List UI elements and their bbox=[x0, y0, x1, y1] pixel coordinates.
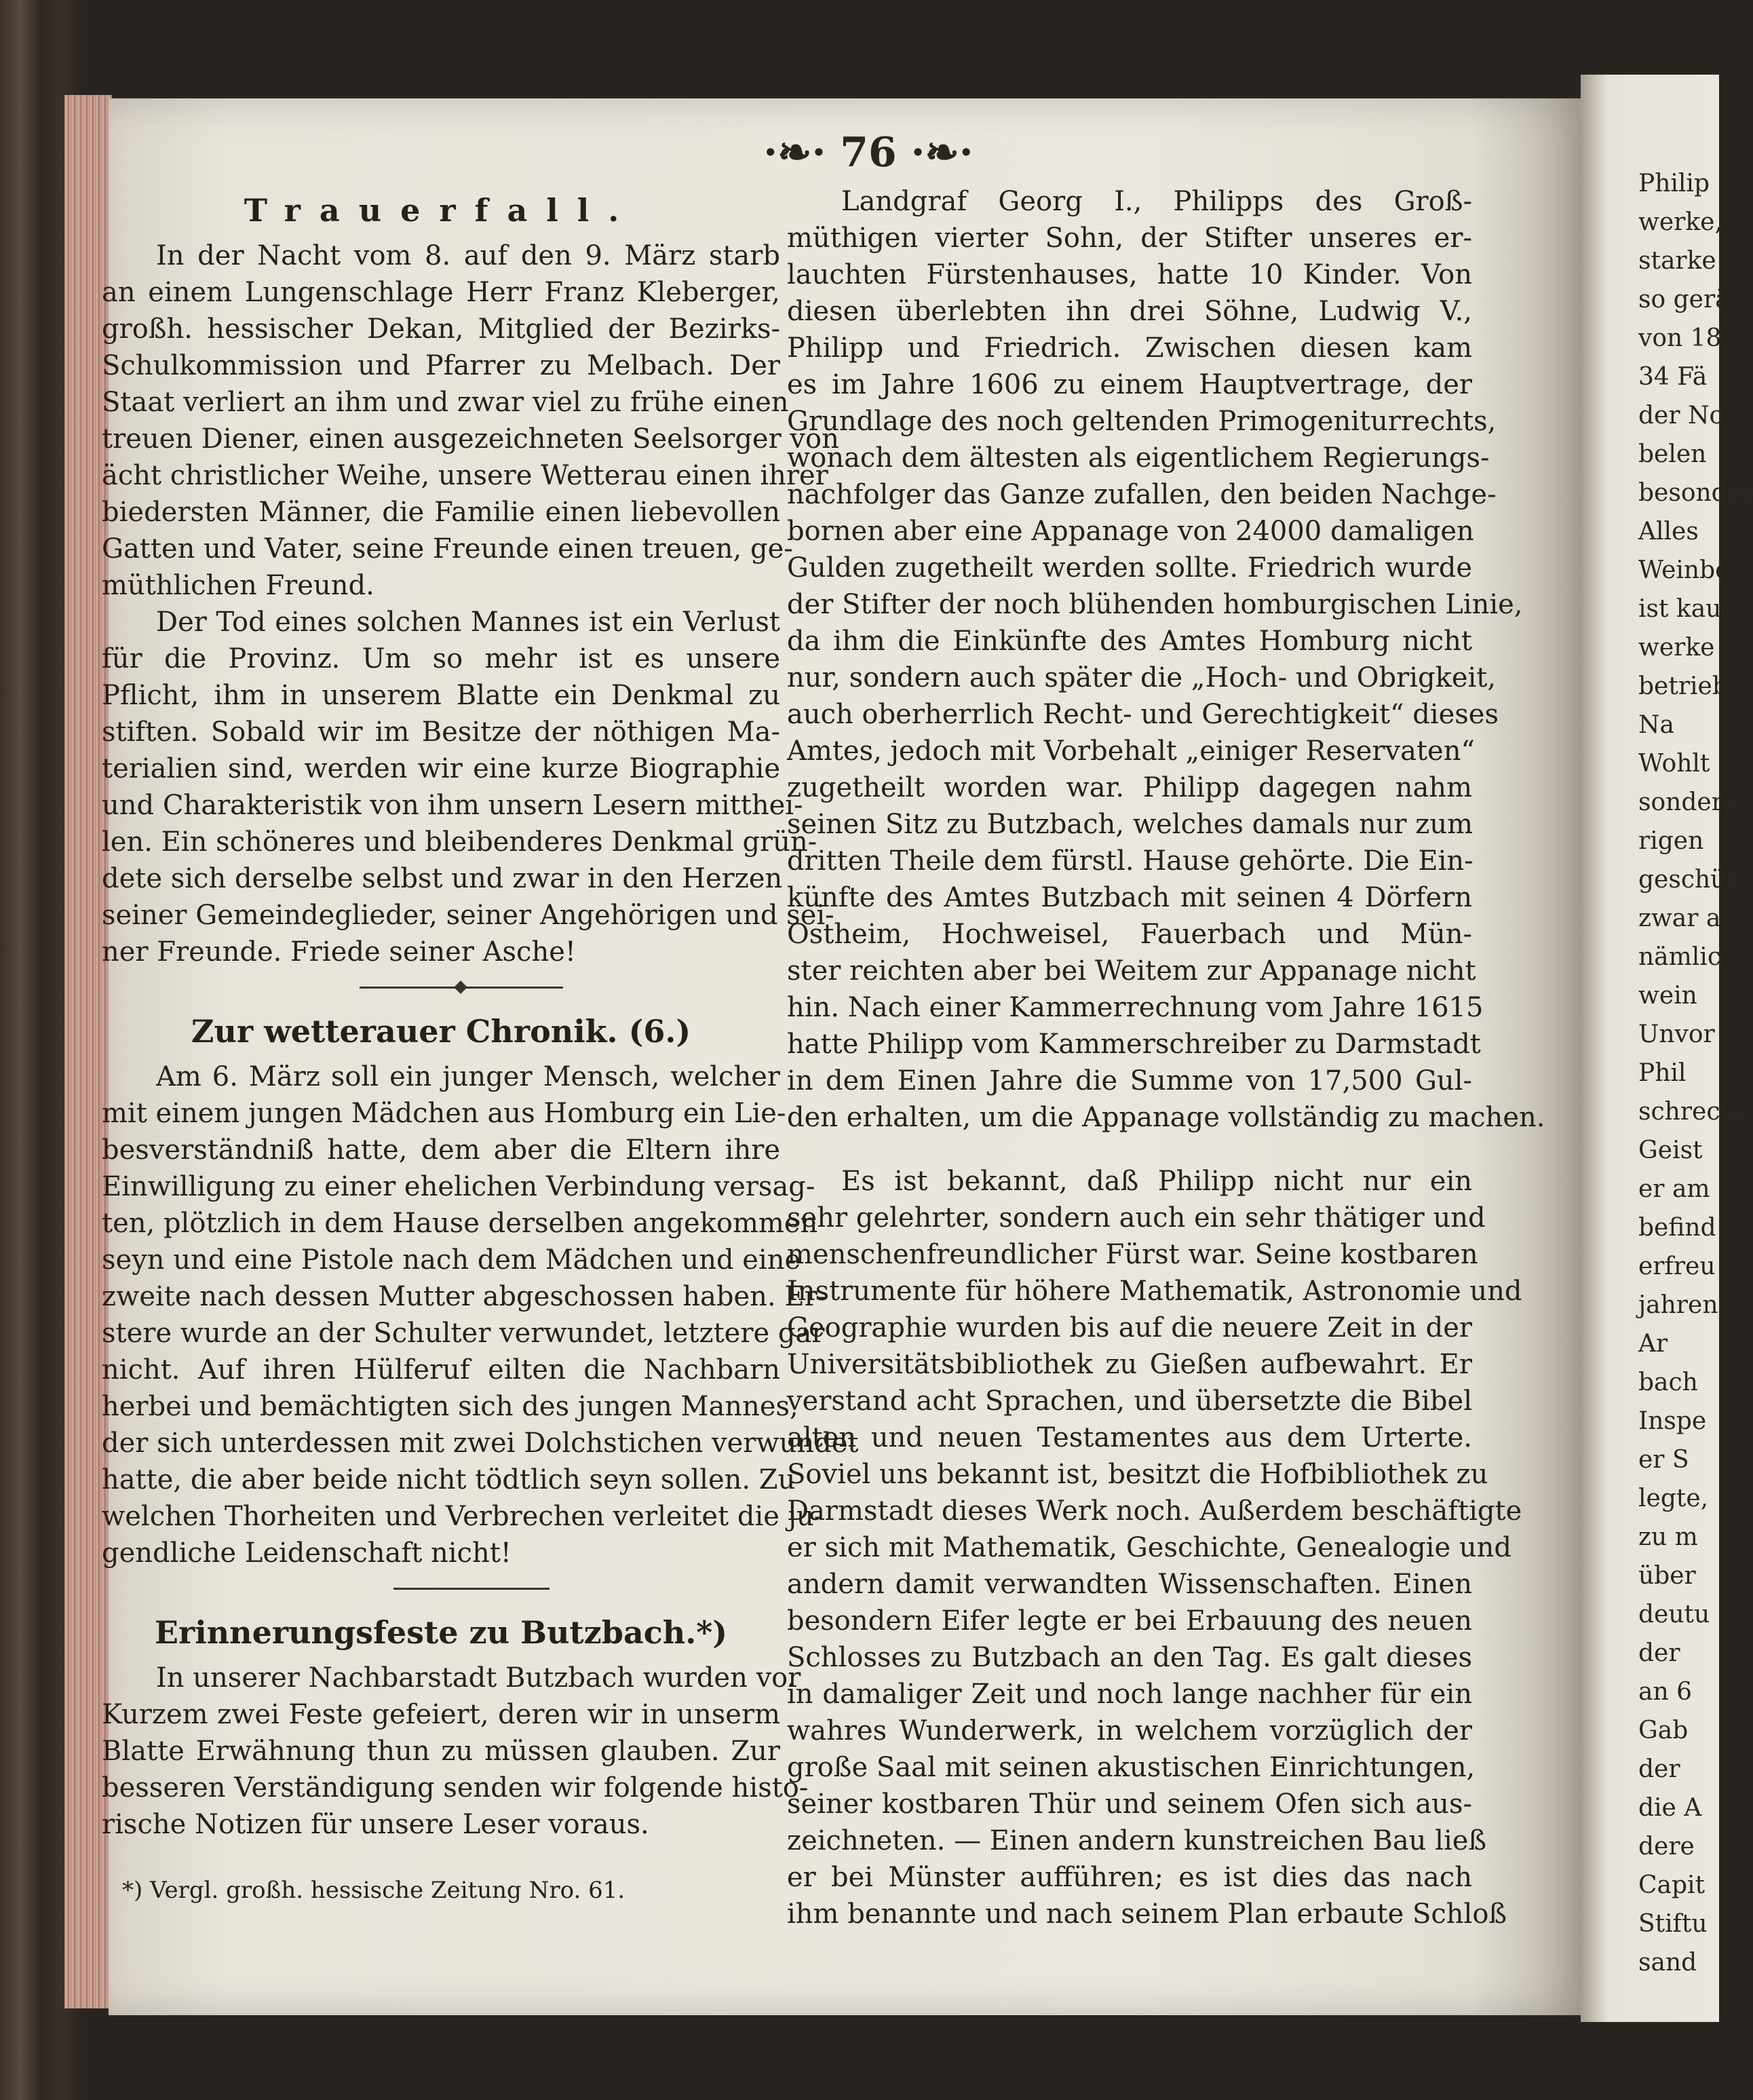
next-page-fragment: starke bbox=[1638, 247, 1716, 275]
text-line: besverständniß hatte, dem aber die Eltern ihre bbox=[102, 1134, 780, 1166]
next-page-fragment: Alles bbox=[1638, 518, 1699, 546]
next-page-fragment: wein bbox=[1638, 982, 1697, 1010]
next-page-fragment: nämlic bbox=[1638, 943, 1721, 971]
next-page-fragment: deutu bbox=[1638, 1601, 1710, 1628]
next-page-fragment: zu m bbox=[1638, 1523, 1698, 1551]
heading-erinnerungsfeste: Erinnerungsfeste zu Butzbach.*) bbox=[154, 1614, 728, 1651]
text-line: zugetheilt worden war. Philipp dagegen nahm bbox=[787, 772, 1472, 803]
text-line: den erhalten, um die Appanage vollständig zu machen. bbox=[787, 1102, 1545, 1133]
text-line: dritten Theile dem fürstl. Hause gehörte. Die Ein- bbox=[787, 845, 1473, 877]
text-line: wahres Wunderwerk, in welchem vorzüglich der bbox=[787, 1715, 1472, 1746]
next-page-fragment: betrieb bbox=[1638, 672, 1728, 700]
text-line: und Charakteristik von ihm unsern Lesern mitthei- bbox=[102, 790, 803, 821]
heading-trauerfall: Trauerfall. bbox=[244, 192, 638, 229]
next-page-fragment: schreckl bbox=[1638, 1098, 1743, 1126]
text-line: biedersten Männer, die Familie einen liebevollen bbox=[102, 497, 780, 528]
next-page-fragment: werke bbox=[1638, 634, 1715, 662]
text-line: Kurzem zwei Feste gefeiert, deren wir in unserm bbox=[102, 1699, 780, 1730]
text-line: Grundlage des noch geltenden Primogeniturrechts, bbox=[787, 406, 1497, 437]
page-number-value: 76 bbox=[840, 129, 897, 176]
next-page-fragment: Capit bbox=[1638, 1871, 1706, 1899]
text-line: es im Jahre 1606 zu einem Hauptvertrage, der bbox=[787, 369, 1472, 400]
text-line: diesen überlebten ihn drei Söhne, Ludwig V., bbox=[787, 296, 1472, 327]
next-page-fragment: der No bbox=[1638, 402, 1725, 429]
text-line: zeichneten. — Einen andern kunstreichen Bau ließ bbox=[787, 1825, 1487, 1856]
next-page-fragment: er am bbox=[1638, 1175, 1710, 1203]
text-line: rische Notizen für unsere Leser voraus. bbox=[102, 1809, 649, 1840]
next-page-fragment: Wohlt bbox=[1638, 750, 1710, 778]
erinnerung-text bbox=[102, 1660, 809, 1843]
next-page-fragment: 34 Fä bbox=[1638, 363, 1708, 391]
text-line: in damaliger Zeit und noch lange nachher für ein bbox=[787, 1679, 1472, 1710]
next-page-fragment: Ar bbox=[1638, 1330, 1668, 1358]
ornament-right: ·❧· bbox=[910, 129, 974, 176]
text-line: Pflicht, ihm in unserem Blatte ein Denkmal zu bbox=[102, 680, 780, 711]
next-page-fragment: Stiftu bbox=[1638, 1910, 1708, 1938]
ornament-left: ·❧· bbox=[763, 129, 826, 176]
next-page-fragment: die A bbox=[1638, 1794, 1702, 1822]
text-line: seiner Gemeindeglieder, seiner Angehörigen und sei- bbox=[102, 900, 834, 931]
text-line: müthlichen Freund. bbox=[102, 570, 374, 601]
next-page-fragment: so gerä bbox=[1638, 286, 1730, 313]
text-line: Staat verliert an ihm und zwar viel zu frühe einen bbox=[102, 387, 789, 418]
text-line: müthigen vierter Sohn, der Stifter unseres er- bbox=[787, 223, 1472, 254]
text-line: Geographie wurden bis auf die neuere Zeit in der bbox=[787, 1312, 1472, 1343]
text-line: an einem Lungenschlage Herr Franz Kleberger, bbox=[102, 277, 780, 308]
text-line: ner Freunde. Friede seiner Asche! bbox=[102, 936, 576, 968]
text-line: da ihm die Einkünfte des Amtes Homburg nicht bbox=[787, 626, 1472, 657]
text-line: hin. Nach einer Kammerrechnung vom Jahre 1615 bbox=[787, 992, 1484, 1023]
next-page-fragment: dere bbox=[1638, 1833, 1695, 1860]
text-line: menschenfreundlicher Fürst war. Seine kostbaren bbox=[787, 1239, 1478, 1270]
next-page-fragment: sand bbox=[1638, 1949, 1697, 1977]
text-line: Einwilligung zu einer ehelichen Verbindung versag- bbox=[102, 1171, 815, 1202]
text-line: welchen Thorheiten und Verbrechen verleitet die ju- bbox=[102, 1501, 824, 1532]
text-line: Gulden zugetheilt werden sollte. Friedrich wurde bbox=[787, 552, 1472, 584]
text-line: große Saal mit seinen akustischen Einrichtungen, bbox=[787, 1752, 1476, 1783]
next-page-fragment: über bbox=[1638, 1562, 1696, 1590]
text-line: ächt christlicher Weihe, unsere Wetterau einen ihrer bbox=[102, 460, 828, 491]
heading-chronik: Zur wetterauer Chronik. (6.) bbox=[191, 1013, 691, 1050]
next-page-fragment: werke, bbox=[1638, 208, 1722, 236]
text-line: nur, sondern auch später die „Hoch- und Obrigkeit, bbox=[787, 662, 1497, 693]
text-line: wonach dem ältesten als eigentlichem Regierungs- bbox=[787, 442, 1490, 474]
text-line: Es ist bekannt, daß Philipp nicht nur ein bbox=[841, 1166, 1472, 1197]
text-line: Instrumente für höhere Mathematik, Astronomie und bbox=[787, 1276, 1522, 1307]
next-page-fragment: ist kau bbox=[1638, 595, 1722, 623]
section-divider bbox=[102, 970, 780, 1004]
text-line: Universitätsbibliothek zu Gießen aufbewahrt. Er bbox=[787, 1349, 1472, 1380]
next-page-fragment: belen bbox=[1638, 440, 1707, 468]
next-page-fragment: Weinbe bbox=[1638, 556, 1730, 584]
footnote: *) Vergl. großh. hessische Zeitung Nro. 61. bbox=[122, 1877, 625, 1904]
text-line: seinen Sitz zu Butzbach, welches damals nur zum bbox=[787, 809, 1473, 840]
next-page-fragment: jahren bbox=[1638, 1291, 1718, 1319]
text-line: treuen Diener, einen ausgezeichneten Seelsorger von bbox=[102, 423, 839, 455]
text-line: großh. hessischer Dekan, Mitglied der Bezirks- bbox=[102, 313, 780, 345]
text-line: dete sich derselbe selbst und zwar in den Herzen bbox=[102, 863, 783, 894]
text-line: verstand acht Sprachen, und übersetzte die Bibel bbox=[787, 1386, 1472, 1417]
text-line: ihm benannte und nach seinem Plan erbaute Schloß bbox=[787, 1898, 1507, 1930]
text-line: Gatten und Vater, seine Freunde einen treuen, ge- bbox=[102, 533, 793, 565]
text-line: seiner kostbaren Thür und seinem Ofen sich aus- bbox=[787, 1789, 1472, 1820]
text-line: lauchten Fürstenhauses, hatte 10 Kinder. Von bbox=[787, 259, 1472, 290]
left-column bbox=[102, 183, 859, 1911]
paragraph-philipp bbox=[787, 1163, 1522, 1932]
next-page-fragment: Inspe bbox=[1638, 1407, 1707, 1435]
text-line: Ostheim, Hochweisel, Fauerbach und Mün- bbox=[787, 919, 1472, 950]
text-line: len. Ein schöneres und bleibenderes Denkmal grün- bbox=[102, 826, 817, 858]
text-line: Der Tod eines solchen Mannes ist ein Verlust bbox=[156, 607, 780, 638]
text-line: in dem Einen Jahre die Summe von 17,500 Gul- bbox=[787, 1065, 1472, 1096]
text-line: In unserer Nachbarstadt Butzbach wurden vor bbox=[156, 1662, 801, 1694]
text-line: der sich unterdessen mit zwei Dolchstichen verwundet bbox=[102, 1428, 859, 1459]
text-line: auch oberherrlich Recht- und Gerechtigkeit“ dieses bbox=[787, 699, 1499, 730]
next-page-fragment: geschüt bbox=[1638, 866, 1736, 894]
page-number bbox=[746, 129, 990, 176]
next-page-fragment: Phil bbox=[1638, 1059, 1687, 1087]
text-line: ster reichten aber bei Weitem zur Appanage nicht bbox=[787, 955, 1476, 987]
next-page-fragment: bach bbox=[1638, 1369, 1698, 1396]
next-page-fragment: besonder bbox=[1638, 479, 1753, 507]
next-page-fragment: zwar a bbox=[1638, 904, 1721, 932]
next-page-fragment: Gab bbox=[1638, 1717, 1689, 1744]
text-line: er bei Münster aufführen; es ist dies das nach bbox=[787, 1862, 1472, 1893]
next-page-fragment: befind bbox=[1638, 1214, 1716, 1242]
text-line: besseren Verständigung senden wir folgende histo- bbox=[102, 1772, 809, 1803]
text-line: andern damit verwandten Wissenschaften. Einen bbox=[787, 1569, 1472, 1600]
text-line: seyn und eine Pistole nach dem Mädchen und eine bbox=[102, 1244, 801, 1276]
text-line: In der Nacht vom 8. auf den 9. März starb bbox=[156, 240, 780, 271]
text-line: Philipp und Friedrich. Zwischen diesen kam bbox=[787, 332, 1472, 364]
next-page-fragment: Geist bbox=[1638, 1137, 1703, 1164]
text-line: Amtes, jedoch mit Vorbehalt „einiger Reservaten“ bbox=[787, 736, 1475, 767]
text-line: für die Provinz. Um so mehr ist es unsere bbox=[102, 643, 780, 674]
next-page-fragment: erfreu bbox=[1638, 1253, 1716, 1280]
text-line: bornen aber eine Appanage von 24000 damaligen bbox=[787, 516, 1474, 547]
text-line: künfte des Amtes Butzbach mit seinen 4 Dörfern bbox=[787, 882, 1472, 913]
text-line: sehr gelehrter, sondern auch ein sehr thätiger und bbox=[787, 1202, 1486, 1234]
section-divider bbox=[102, 1571, 780, 1605]
next-page-fragment: Unvor bbox=[1638, 1020, 1715, 1048]
next-page-fragment: rigen bbox=[1638, 827, 1704, 855]
next-page-fragment: er S bbox=[1638, 1446, 1689, 1474]
trauerfall-text bbox=[102, 237, 839, 970]
text-line: ten, plötzlich in dem Hause derselben angekommen bbox=[102, 1208, 818, 1239]
next-page-fragment: von 18 bbox=[1638, 324, 1722, 352]
text-line: terialien sind, werden wir eine kurze Biographie bbox=[102, 753, 780, 784]
next-page-fragment: Na bbox=[1638, 711, 1674, 739]
text-line: hatte, die aber beide nicht tödtlich seyn sollen. Zu bbox=[102, 1464, 796, 1495]
text-line: stere wurde an der Schulter verwundet, letztere gar bbox=[102, 1318, 825, 1349]
next-page-fragment: an 6 bbox=[1638, 1678, 1692, 1706]
text-line: stiften. Sobald wir im Besitze der nöthigen Ma- bbox=[102, 717, 780, 748]
next-page-fragment: der bbox=[1638, 1755, 1680, 1783]
text-line: hatte Philipp vom Kammerschreiber zu Darmstadt bbox=[787, 1029, 1481, 1060]
right-column bbox=[787, 183, 1545, 1932]
text-line: Schulkommission und Pfarrer zu Melbach. Der bbox=[102, 350, 780, 381]
text-line: Am 6. März soll ein junger Mensch, welcher bbox=[156, 1061, 780, 1092]
text-line: Landgraf Georg I., Philipps des Groß- bbox=[841, 186, 1472, 217]
text-line: besondern Eifer legte er bei Erbauung des neuen bbox=[787, 1605, 1472, 1637]
next-page-sliver bbox=[1581, 75, 1753, 2022]
next-page-fragment: legte, bbox=[1638, 1485, 1709, 1512]
paragraph-georg bbox=[787, 183, 1545, 1136]
text-line: Soviel uns bekannt ist, besitzt die Hofbibliothek zu bbox=[787, 1459, 1488, 1490]
text-line: er sich mit Mathematik, Geschichte, Genealogie und bbox=[787, 1532, 1511, 1563]
text-line: mit einem jungen Mädchen aus Homburg ein Lie- bbox=[102, 1098, 786, 1129]
next-page-fragment: der bbox=[1638, 1639, 1680, 1667]
text-line: Blatte Erwähnung thun zu müssen glauben. Zur bbox=[102, 1736, 780, 1767]
text-line: zweite nach dessen Mutter abgeschossen haben. Er- bbox=[102, 1281, 827, 1312]
text-line: alten und neuen Testamentes aus dem Urterte. bbox=[787, 1422, 1472, 1453]
text-line: der Stifter der noch blühenden homburgischen Linie, bbox=[787, 589, 1523, 620]
text-line: gendliche Leidenschaft nicht! bbox=[102, 1538, 512, 1569]
chronik-text bbox=[102, 1058, 859, 1571]
text-line: Darmstadt dieses Werk noch. Außerdem beschäftigte bbox=[787, 1495, 1522, 1527]
text-line: Schlosses zu Butzbach an den Tag. Es galt dieses bbox=[787, 1642, 1472, 1673]
text-line: nicht. Auf ihren Hülferuf eilten die Nachbarn bbox=[102, 1354, 780, 1386]
next-page-fragment: Philip bbox=[1638, 170, 1710, 197]
next-page-fragment: sonders bbox=[1638, 788, 1736, 816]
text-line: herbei und bemächtigten sich des jungen Mannes, bbox=[102, 1391, 798, 1422]
text-line: nachfolger das Ganze zufallen, den beiden Nachge- bbox=[787, 479, 1497, 510]
